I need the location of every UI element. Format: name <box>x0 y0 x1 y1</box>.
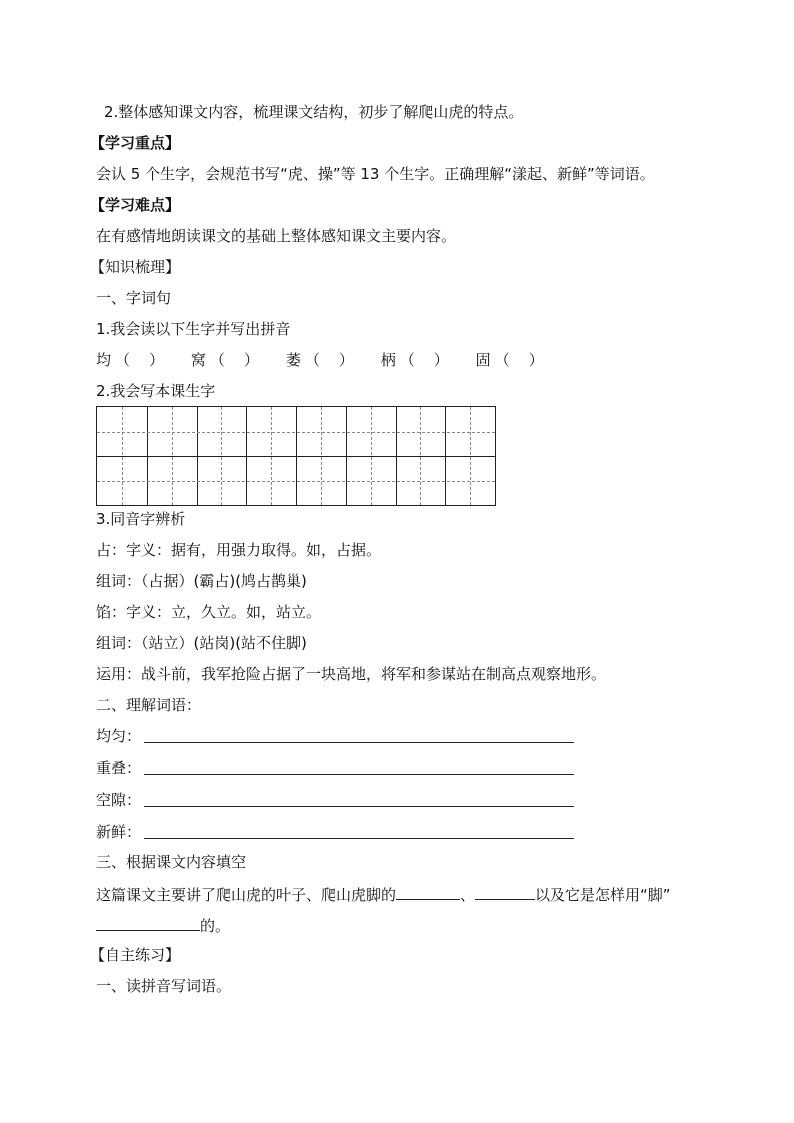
term-label: 空隙： <box>96 791 142 809</box>
practice-section-1: 一、读拼音写词语。 <box>96 977 232 995</box>
objective-2: 2.整体感知课文内容，梳理课文结构，初步了解爬山虎的特点。 <box>104 103 524 121</box>
fill-blank-2[interactable] <box>475 883 535 900</box>
char-item: 固 （ ） <box>475 351 544 369</box>
fill-blank-3[interactable] <box>96 914 200 931</box>
char-item: 均 （ ） <box>96 351 165 369</box>
char-item: 柄 （ ） <box>380 351 449 369</box>
fill-separator: 、 <box>460 886 476 904</box>
definition-line[interactable] <box>144 806 574 807</box>
term-label: 新鲜： <box>96 823 142 841</box>
term-label: 重叠： <box>96 759 142 777</box>
difficulties-text: 在有感情地朗读课文的基础上整体感知课文主要内容。 <box>96 227 457 245</box>
section-characters: 一、字词句 <box>96 289 172 307</box>
zhan-words: 组词：（占据）(霸占)(鸠占鹊巢) <box>96 572 307 590</box>
question-pinyin: 1.我会读以下生字并写出拼音 <box>96 320 291 338</box>
pinyin-char-row <box>96 350 566 370</box>
definition-line[interactable] <box>144 838 574 839</box>
fill-blank-1[interactable] <box>396 883 460 900</box>
char-item: 窝 （ ） <box>190 351 260 369</box>
writing-grid[interactable] <box>96 406 496 506</box>
definition-line[interactable] <box>144 742 574 743</box>
grid-guide-line <box>97 481 495 482</box>
zhan-stand-definition: 馅：字义：立，久立。如，站立。 <box>96 603 322 621</box>
pinyin-blank[interactable]: （ ） <box>304 351 354 369</box>
knowledge-heading: 【知识梳理】 <box>90 258 181 276</box>
grid-cell-border <box>97 456 495 457</box>
usage-sentence: 运用：战斗前，我军抢险占据了一块高地，将军和参谋站在制高点观察地形。 <box>96 665 607 683</box>
fill-in-sentence-cont <box>96 914 230 936</box>
definition-line[interactable] <box>144 774 574 775</box>
fill-text-1: 这篇课文主要讲了爬山虎的叶子、爬山虎脚的 <box>96 886 397 904</box>
char-item: 萎 （ ） <box>285 351 354 369</box>
question-writing: 2.我会写本课生字 <box>96 382 216 400</box>
question-homophones: 3.同音字辨析 <box>96 510 186 528</box>
practice-heading: 【自主练习】 <box>90 946 181 964</box>
section-fill-in: 三、根据课文内容填空 <box>96 853 247 871</box>
zhan-stand-words: 组词：（站立）(站岗)(站不住脚) <box>96 634 307 652</box>
zhan-definition: 占：字义：据有，用强力取得。如，占据。 <box>96 541 382 559</box>
pinyin-blank[interactable]: （ ） <box>115 351 165 369</box>
key-points-text: 会认 5 个生字，会规范书写“虎、操”等 13 个生字。正确理解“漾起、新鲜”等词语。 <box>96 165 655 183</box>
section-vocabulary: 二、理解词语： <box>96 696 202 714</box>
term-label: 均匀： <box>96 727 142 745</box>
difficulties-heading: 【学习难点】 <box>90 196 181 214</box>
fill-text-2: 以及它是怎样用“脚” <box>535 886 671 904</box>
fill-text-end: 的。 <box>200 917 231 935</box>
key-points-heading: 【学习重点】 <box>90 134 181 152</box>
grid-guide-line <box>97 432 495 433</box>
pinyin-blank[interactable]: （ ） <box>399 351 449 369</box>
fill-in-sentence <box>96 883 671 905</box>
pinyin-blank[interactable]: （ ） <box>209 351 260 369</box>
pinyin-blank[interactable]: （ ） <box>494 351 544 369</box>
